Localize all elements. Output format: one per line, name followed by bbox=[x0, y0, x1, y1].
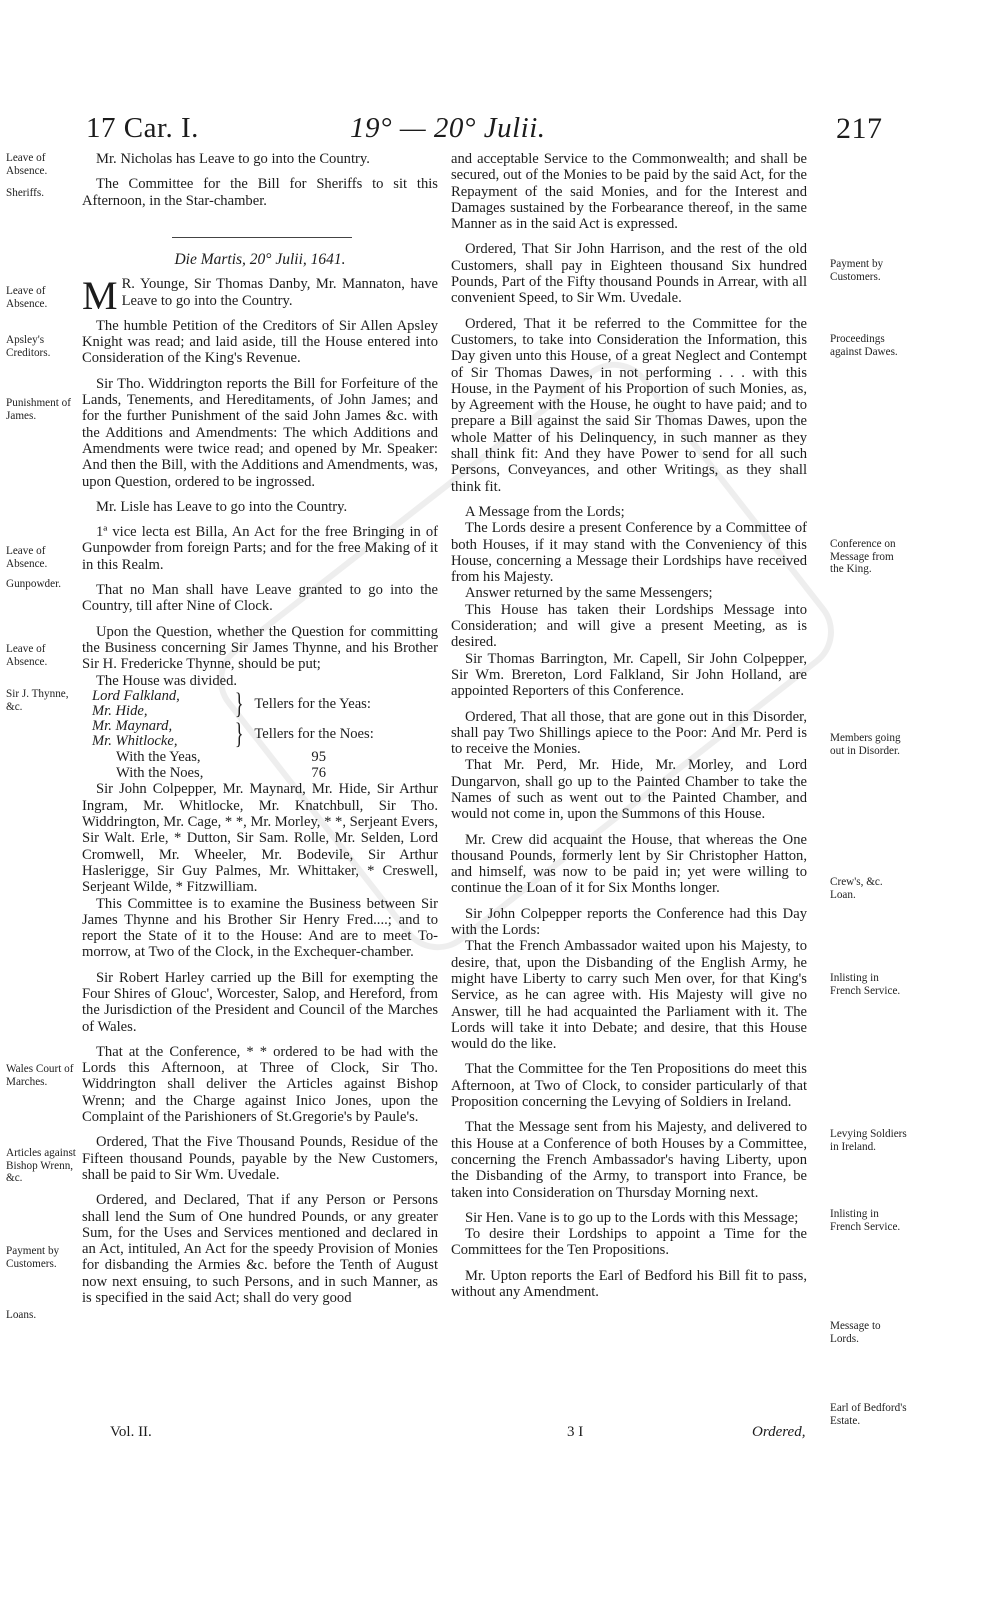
left-column bbox=[82, 248, 438, 1315]
date-heading: Die Martis, 20° Julii, 1641. bbox=[174, 251, 346, 268]
running-head-regnal-year: 17 Car. I. bbox=[86, 112, 199, 144]
left-column bbox=[82, 151, 438, 209]
margin-note: Leave of Absence. bbox=[6, 643, 48, 668]
paragraph: That the Committee for the Ten Propositions do meet this Afternoon, at Two of Clock, to consider particularly of that Proposition concerning the Levying of Soldiers in Ireland. bbox=[451, 1061, 807, 1111]
paragraph: Sir Hen. Vane is to go up to the Lords with this Message; bbox=[465, 1209, 799, 1226]
margin-note: Gunpowder. bbox=[6, 578, 61, 590]
section-rule bbox=[172, 237, 352, 238]
paragraph: The Committee for the Bill for Sheriffs to sit this Afternoon, in the Star-chamber. bbox=[82, 176, 438, 209]
paragraph: Sir Robert Harley carried up the Bill for exempting the Four Shires of Glouc', Worcester, Salop, and Hereford, from the Jurisdiction of the President and Council of the Marches of Wales. bbox=[82, 969, 438, 1035]
margin-note: Sheriffs. bbox=[6, 187, 45, 199]
division-votes: With the Yeas, 95 With the Noes, 76 bbox=[116, 748, 326, 782]
margin-note: Leave of Absence. bbox=[6, 152, 48, 177]
paragraph: and acceptable Service to the Commonwealth; and shall be secured, out of the Monies to be paid by the said Act, for the Repayment of the said Monies, and for the Interest and Damages sustained by the Forbearance thereof, in the same Manner as in the said Act is expressed. bbox=[451, 151, 807, 233]
paragraph: That the Message sent from his Majesty, and delivered to this House at a Conference of both Houses by a Committee, concerning the French Ambassador's having Liberty, upon the Disbanding of the Army, to transport into France, be taken into Consideration on Thursday Morning next. bbox=[451, 1119, 807, 1201]
paragraph: Mr. Nicholas has Leave to go into the Country. bbox=[96, 151, 370, 167]
paragraph: That no Man shall have Leave granted to go into the Country, till after Nine of Clock. bbox=[82, 582, 438, 615]
page-number: 217 bbox=[836, 112, 883, 145]
margin-note: Punishment of James. bbox=[6, 397, 71, 422]
paragraph: A Message from the Lords; bbox=[465, 503, 625, 520]
noes-tellers: Mr. Maynard, Mr. Whitlocke, } Tellers for the Noes: bbox=[92, 716, 374, 750]
margin-note: Payment by Customers. bbox=[6, 1245, 60, 1270]
margin-note: Crew's, &c. Loan. bbox=[830, 876, 883, 901]
margin-note: Earl of Bedford's Estate. bbox=[830, 1402, 907, 1427]
paragraph: Sir John Colpepper, Mr. Maynard, Mr. Hide, Sir Arthur Ingram, Mr. Whitlocke, Mr. Knatchbull, Sir Tho. Widdrington, Mr. Cage, * *, Mr. Morley, * *, Serjeant Evers, Sir Walt. Erle, * Dutton, Sir Sam. Rolle, Mr. Selden, Lord Cromwell, Mr. Wheeler, Mr. Bodevile, Sir Arthur Haslerigge, Sir Guy Palmes, Mr. Whittaker, * Creswell, Serjeant Wilde, * Fitzwilliam. bbox=[82, 781, 438, 896]
margin-note: Inlisting in French Service. bbox=[830, 1208, 901, 1233]
catchword: Ordered, bbox=[752, 1424, 806, 1440]
paragraph: Ordered, That Sir John Harrison, and the rest of the old Customers, shall pay in Eighteen thousand Six hundred Pounds, Part of the Fifty thousand Pounds in Arrear, with all convenient Speed, to Sir Wm. Uvedale. bbox=[451, 241, 807, 307]
paragraph: To desire their Lordships to appoint a Time for the Committees for the Ten Propositions. bbox=[451, 1226, 807, 1259]
margin-note: Leave of Absence. bbox=[6, 285, 48, 310]
yeas-label: Tellers for the Yeas: bbox=[254, 695, 371, 712]
paragraph: The Lords desire a present Conference by a Committee of both Houses, if it may stand with the Conveniency of this House, concerning a Message their Lordships have received from his Majesty. bbox=[451, 520, 807, 586]
paragraph: That at the Conference, * * ordered to be had with the Lords this Afternoon, at Three of Clock, Sir Tho. Widdrington shall deliver the Articles against Bishop Wrenn; and the Charge against Inico Jones, upon the Complaint of the Parishioners of St.Gregorie's by Paule's. bbox=[82, 1043, 438, 1126]
running-head-dates: 19° — 20° Julii. bbox=[350, 112, 546, 144]
margin-note: Wales Court of Marches. bbox=[6, 1063, 74, 1088]
paragraph: This House has taken their Lordships Message into Consideration; and will give a present Meeting, as is desired. bbox=[451, 601, 807, 651]
margin-note: Conference on Message from the King. bbox=[830, 538, 896, 576]
paragraph: Mr. Crew did acquaint the House, that whereas the One thousand Pounds, formerly lent by Sir Christopher Hatton, and himself, was now to be paid in; yet were willing to continue the Loan of it for Six Months longer. bbox=[451, 831, 807, 897]
margin-note: Articles against Bishop Wrenn, &c. bbox=[6, 1147, 76, 1185]
paragraph: Upon the Question, whether the Question for committing the Business concerning Sir James Thynne, and his Brother Sir H. Fredericke Thynne, should be put; bbox=[82, 623, 438, 673]
paragraph: M R. Younge, Sir Thomas Danby, Mr. Mannaton, have Leave to go into the Country. bbox=[82, 273, 438, 319]
paragraph: Mr. Lisle has Leave to go into the Country. bbox=[96, 498, 348, 515]
noes-label: Tellers for the Noes: bbox=[254, 725, 374, 742]
margin-note: Apsley's Creditors. bbox=[6, 334, 51, 359]
paragraph: That the French Ambassador waited upon his Majesty, to desire, that, upon the Disbanding of the English Army, he might have Liberty to carry such Men over, for that King's Service, as he can agree with. His Majesty will give no Answer, till he had acquainted the Parliament with it. The Lords will take it into Debate; and desire, that this House would do the like. bbox=[451, 938, 807, 1053]
paragraph: Ordered, and Declared, That if any Person or Persons shall lend the Sum of One hundred Pounds, or any greater Sum, for the Uses and Services mentioned and declared in an Act, intituled, An Act for the speedy Provision of Monies for disbanding the Armies &c. before the Tenth of August now next ensuing, to such Persons, and in such Manner, as is specified in the said Act; shall do very good bbox=[82, 1192, 438, 1307]
margin-note: Inlisting in French Service. bbox=[830, 972, 901, 997]
margin-note: Payment by Customers. bbox=[830, 258, 884, 283]
paragraph: Ordered, That it be referred to the Committee for the Customers, to take into Consideration the Information, this Day given unto this House, of a great Neglect and Contempt of Sir Thomas Dawes, in not performing . . . with this House, in the Payment of his Proportion of such Monies, as, by Agreement with the House, he ought to have paid; and to prepare a Bill against the said Sir Thomas Dawes, upon the whole Matter of his Delinquency, in such manner as they shall think fit: And they have Power to send for all such Persons, Conveyances, and other Writings, as they shall think fit. bbox=[451, 315, 807, 495]
margin-note: Members going out in Disorder. bbox=[830, 732, 901, 757]
margin-note: Message to Lords. bbox=[830, 1320, 881, 1345]
printer-signature: 3 I bbox=[567, 1424, 584, 1440]
paragraph: 1ª vice lecta est Billa, An Act for the free Bringing in of Gunpowder from foreign Parts; and for the free Making of it in this Realm. bbox=[82, 524, 438, 573]
paragraph: Sir John Colpepper reports the Conference had this Day with the Lords: bbox=[451, 905, 807, 939]
paragraph: The House was divided. bbox=[96, 672, 238, 689]
paragraph: Sir Thomas Barrington, Mr. Capell, Sir John Colpepper, Sir Wm. Brereton, Lord Falkland, Sir John Holland, are appointed Reporters of this Conference. bbox=[451, 650, 807, 700]
paragraph: Sir Tho. Widdrington reports the Bill for Forfeiture of the Lands, Tenements, and Hereditaments, of John James; and for the further Punishment of the said John James &c. with the Additions and Amendments: The which Additions and Amendments were twice read; and opened by Mr. Speaker: And then the Bill, with the Additions and Amendments, was, upon Question, ordered to be ingrossed. bbox=[82, 375, 438, 490]
yeas-tellers: Lord Falkland, Mr. Hide, } Tellers for the Yeas: bbox=[92, 686, 371, 720]
margin-note: Sir J. Thynne, &c. bbox=[6, 688, 69, 713]
noes-count: 76 bbox=[311, 765, 326, 782]
paragraph: Mr. Upton reports the Earl of Bedford his Bill fit to pass, without any Amendment. bbox=[451, 1267, 807, 1300]
right-column bbox=[451, 151, 807, 1309]
division-tellers bbox=[92, 686, 438, 750]
volume-signature: Vol. II. bbox=[110, 1424, 152, 1440]
drop-cap: M bbox=[82, 273, 118, 319]
yeas-count: 95 bbox=[311, 748, 326, 765]
paragraph: Ordered, That all those, that are gone out in this Disorder, shall pay Two Shillings apiece to the Poor: And Mr. Perd is to receive the Monies. bbox=[451, 708, 807, 758]
margin-note: Loans. bbox=[6, 1309, 37, 1321]
paragraph: Answer returned by the same Messengers; bbox=[465, 585, 713, 602]
paragraph: This Committee is to examine the Business between Sir James Thynne and his Brother Sir Henry Fred....; and to report the State of it to the House: And are to meet To-morrow, at Two of the Clock, in the Exchequer-chamber. bbox=[82, 895, 438, 961]
margin-note: Levying Soldiers in Ireland. bbox=[830, 1128, 907, 1153]
paragraph: Ordered, That the Five Thousand Pounds, Residue of the Fifteen thousand Pounds, payable by the New Customers, shall be paid to Sir Wm. Uvedale. bbox=[82, 1134, 438, 1183]
margin-note: Leave of Absence. bbox=[6, 545, 48, 570]
paragraph: The humble Petition of the Creditors of Sir Allen Apsley Knight was read; and laid aside, till the House entered into Consideration of the King's Revenue. bbox=[82, 317, 438, 367]
paragraph: That Mr. Perd, Mr. Hide, Mr. Morley, and Lord Dungarvon, shall go up to the Painted Chamber to take the Names of such as went out to the Painted Chamber, and would not come in, upon the Summons of this House. bbox=[451, 757, 807, 823]
margin-note: Proceedings against Dawes. bbox=[830, 333, 898, 358]
